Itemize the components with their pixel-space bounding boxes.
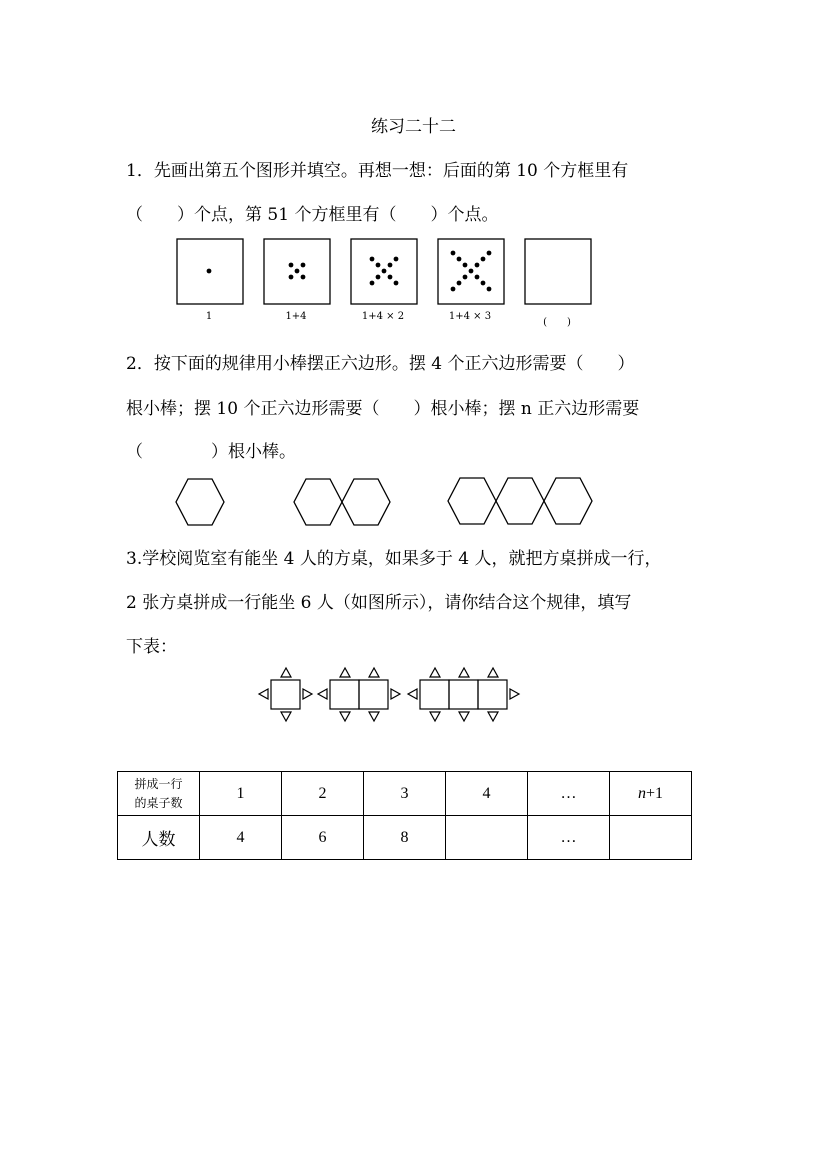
table-cell-blank[interactable] <box>446 816 528 860</box>
seat <box>408 689 417 699</box>
q1-text-line2: （ ）个点，第 51 个方框里有（ ）个点。 <box>126 205 499 225</box>
desk-1 <box>271 680 300 709</box>
seat <box>281 712 291 721</box>
seat <box>488 712 498 721</box>
table-cell: 1 <box>200 772 282 816</box>
table-cell: 4 <box>446 772 528 816</box>
table-cell: 6 <box>282 816 364 860</box>
table-row-people <box>118 816 692 860</box>
q3-text-line1: 3.学校阅览室有能坐 4 人的方桌，如果多于 4 人，就把方桌拼成一行， <box>126 549 662 569</box>
table-cell-n-plus-1 <box>610 772 692 816</box>
plus-one: +1 <box>645 784 664 802</box>
q1-label-3: 1+4 × 2 <box>361 311 405 322</box>
q1-label-4: 1+4 × 3 <box>448 311 492 322</box>
seat <box>459 712 469 721</box>
q3-text-line3: 下表： <box>126 637 177 657</box>
seat <box>369 668 379 677</box>
header-label-line2: 的桌子数 <box>134 795 183 810</box>
seat <box>259 689 268 699</box>
desk-3b <box>449 680 478 709</box>
table-cell: … <box>528 816 610 860</box>
table-row-desks <box>118 772 692 816</box>
q3-text-line2: 2 张方桌拼成一行能坐 6 人（如图所示），请你结合这个规律，填写 <box>126 593 632 613</box>
seat <box>318 689 327 699</box>
seat <box>391 689 400 699</box>
seat <box>510 689 519 699</box>
header-label-line1: 拼成一行 <box>134 776 183 791</box>
seat <box>340 712 350 721</box>
q1-label-2: 1+4 <box>285 311 307 322</box>
seat <box>369 712 379 721</box>
table-header-label <box>118 772 200 816</box>
q2-text-line3: （ ）根小棒。 <box>126 442 296 462</box>
page-title: 练习二十二 <box>371 117 456 137</box>
desk-2b <box>359 680 388 709</box>
table-cell-blank[interactable] <box>610 816 692 860</box>
table-cell: 4 <box>200 816 282 860</box>
q1-text-line1: 1．先画出第五个图形并填空。再想一想：后面的第 10 个方框里有 <box>126 161 629 181</box>
table-row-label: 人数 <box>118 816 200 860</box>
table-cell: 3 <box>364 772 446 816</box>
seat <box>340 668 350 677</box>
variable-n: n <box>637 784 646 802</box>
table-cell: 2 <box>282 772 364 816</box>
seat <box>430 712 440 721</box>
desk-3c <box>478 680 507 709</box>
q2-text-line1: 2．按下面的规律用小棒摆正六边形。摆 4 个正六边形需要（ ） <box>126 354 635 374</box>
table-cell: … <box>528 772 610 816</box>
seat <box>459 668 469 677</box>
seat <box>488 668 498 677</box>
seat <box>303 689 312 699</box>
seat <box>430 668 440 677</box>
desk-2a <box>330 680 359 709</box>
q1-label-5: ( ) <box>543 317 571 328</box>
answer-table <box>117 771 692 860</box>
desk-3a <box>420 680 449 709</box>
q2-text-line2: 根小棒；摆 10 个正六边形需要（ ）根小棒；摆 n 正六边形需要 <box>126 399 640 419</box>
table-cell: 8 <box>364 816 446 860</box>
seat <box>281 668 291 677</box>
q1-label-1: 1 <box>205 311 213 322</box>
